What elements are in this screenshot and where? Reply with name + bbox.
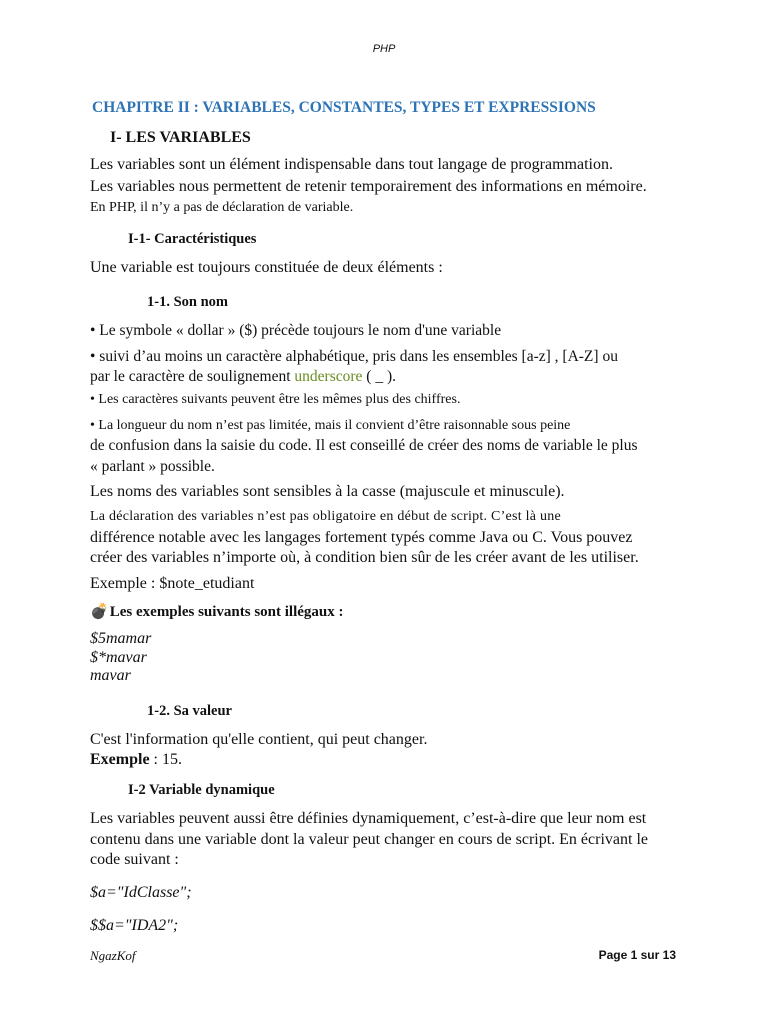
footer-page-number: Page 1 sur 13: [598, 948, 676, 962]
section-heading-variables: I- LES VARIABLES: [110, 129, 251, 146]
paragraph-line: contenu dans une variable dont la valeur peut changer en cours de script. En écrivant le: [90, 831, 648, 848]
example-line: Exemple : $note_etudiant: [90, 575, 255, 592]
page-header: PHP: [372, 43, 396, 55]
subsection-heading-variable-dynamique: I-2 Variable dynamique: [128, 782, 275, 798]
illegal-heading-text: Les exemples suivants sont illégaux :: [109, 604, 344, 620]
code-line: $*mavar: [90, 649, 147, 666]
bullet-item: • Le symbole « dollar » ($) précède toujours le nom d'une variable: [90, 322, 502, 339]
text-run: par le caractère de soulignement: [90, 368, 295, 385]
paragraph-line: C'est l'information qu'elle contient, qui peut changer.: [90, 731, 428, 748]
example-line: [90, 751, 182, 769]
bullet-item: • suivi d’au moins un caractère alphabétique, pris dans les ensembles [a-z] , [A-Z] ou: [90, 348, 618, 365]
code-line: $$a="IDA2";: [90, 917, 179, 934]
bullet-item: • Les caractères suivants peuvent être les mêmes plus des chiffres.: [90, 392, 461, 407]
code-line: $5mamar: [90, 630, 152, 647]
bullet-item-continuation: « parlant » possible.: [90, 458, 215, 475]
illegal-examples-heading: [90, 602, 344, 621]
paragraph-line: Les variables nous permettent de retenir temporairement des informations en mémoire.: [90, 178, 647, 195]
chapter-title: CHAPITRE II : VARIABLES, CONSTANTES, TYPES ET EXPRESSIONS: [92, 99, 596, 116]
example-label: Exemple: [90, 751, 150, 768]
subsection-heading-caracteristiques: I-1- Caractéristiques: [128, 231, 257, 247]
paragraph-line: créer des variables n’importe où, à condition bien sûr de les créer avant de les utiliser.: [90, 549, 639, 566]
text-run: ( _ ).: [362, 368, 396, 385]
paragraph-line: En PHP, il n’y a pas de déclaration de variable.: [90, 200, 354, 215]
bullet-item-continuation: de confusion dans la saisie du code. Il est conseillé de créer des noms de variable le plus: [90, 437, 638, 454]
subsection-heading-son-nom: 1-1. Son nom: [147, 294, 228, 310]
subsection-heading-sa-valeur: 1-2. Sa valeur: [147, 703, 232, 719]
bullet-item-continuation: [90, 368, 396, 386]
code-line: $a="IdClasse";: [90, 884, 192, 901]
paragraph-line: La déclaration des variables n’est pas obligatoire en début de script. C’est là une: [90, 509, 561, 524]
paragraph-line: différence notable avec les langages fortement typés comme Java ou C. Vous pouvez: [90, 529, 633, 546]
paragraph-line: Les variables sont un élément indispensable dans tout langage de programmation.: [90, 156, 613, 173]
bullet-item: • La longueur du nom n’est pas limitée, mais il convient d’être raisonnable sous peine: [90, 418, 571, 433]
paragraph-line: Une variable est toujours constituée de deux éléments :: [90, 259, 443, 276]
code-line: mavar: [90, 667, 131, 684]
paragraph-line: code suivant :: [90, 851, 179, 868]
paragraph-line: Les variables peuvent aussi être définies dynamiquement, c’est-à-dire que leur nom est: [90, 810, 647, 827]
paragraph-line: Les noms des variables sont sensibles à la casse (majuscule et minuscule).: [90, 483, 565, 500]
footer-author: NgazKof: [90, 948, 136, 963]
underscore-term: underscore: [294, 368, 363, 385]
example-value: : 15.: [149, 751, 182, 768]
bomb-icon: 💣: [90, 604, 109, 620]
